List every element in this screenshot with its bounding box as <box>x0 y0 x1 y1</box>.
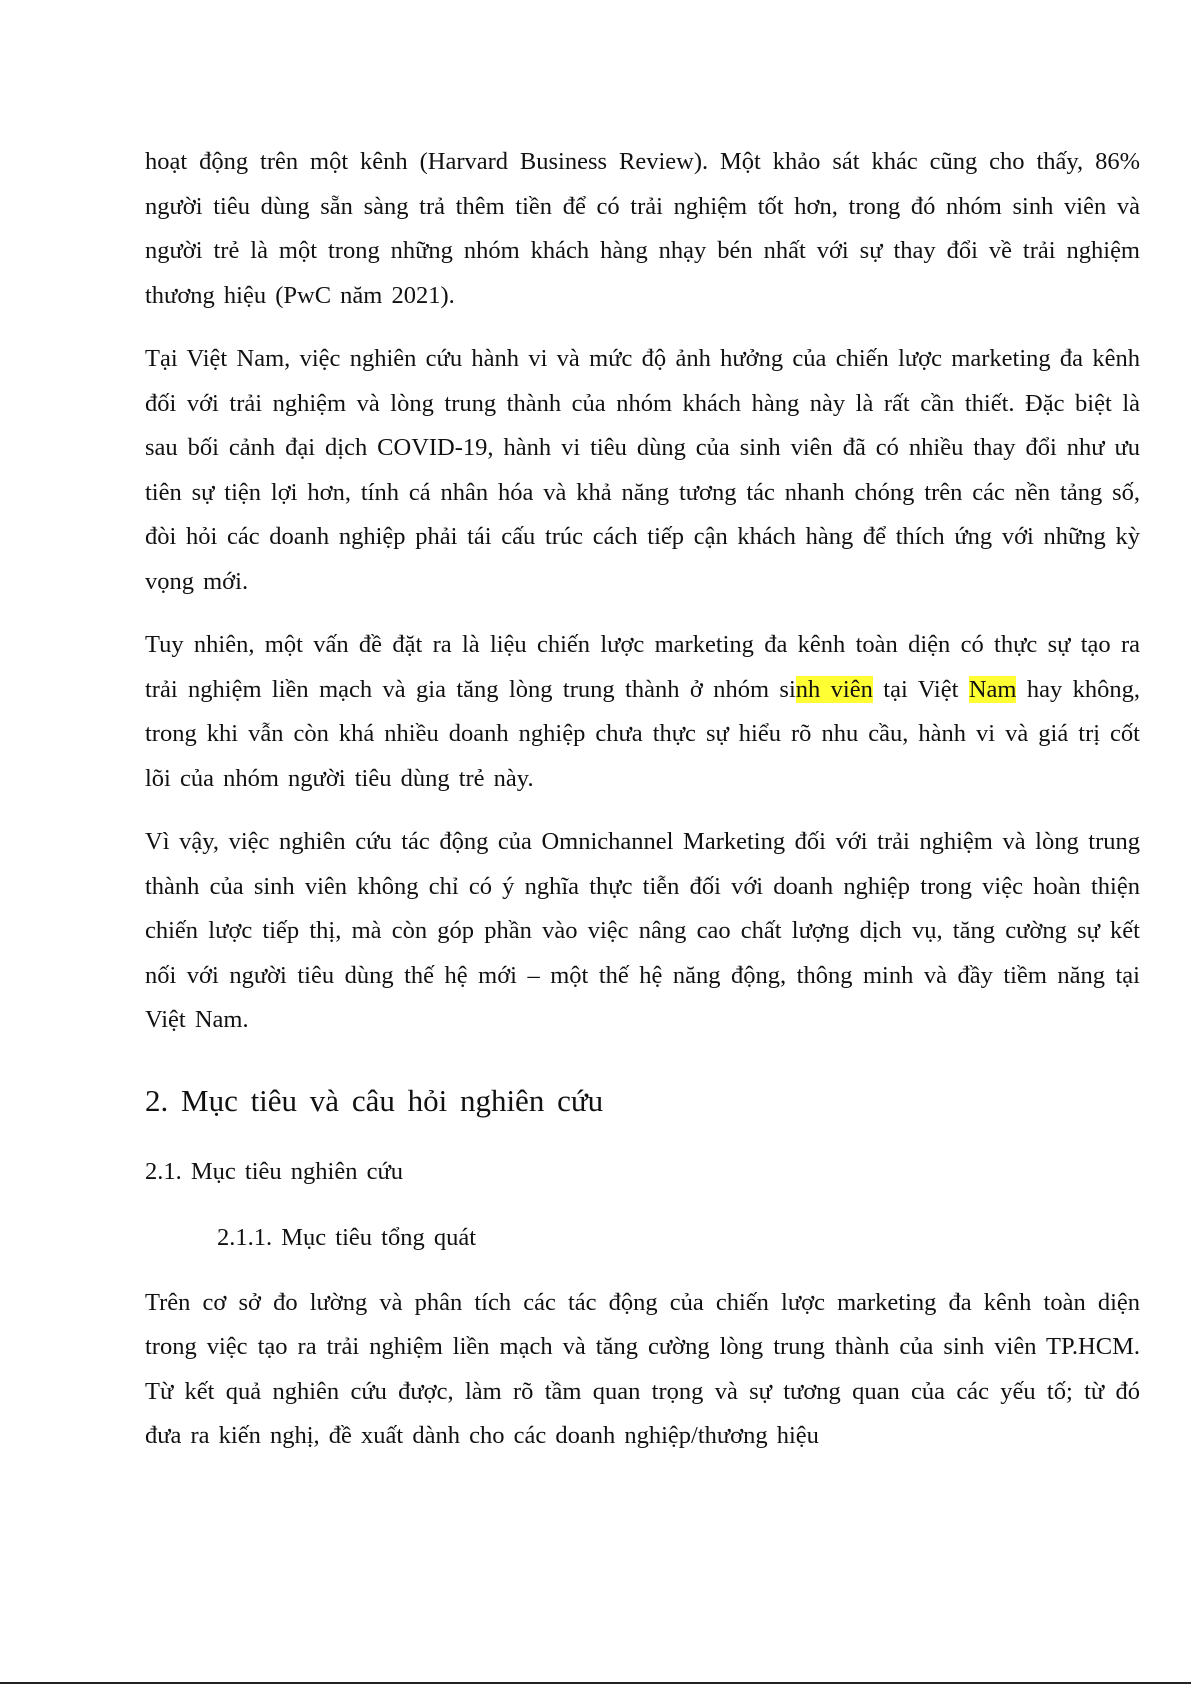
paragraph-2: Tại Việt Nam, việc nghiên cứu hành vi và mức độ ảnh hưởng của chiến lược marketing đa kênh đối với trải nghiệm và lòng trung thành của nhóm khách hàng này là rất cần thiết. Đặc biệt là sau bối cảnh đại dịch COVID-19, hành vi tiêu dùng của sinh viên đã có nhiều thay đổi như ưu tiên sự tiện lợi hơn, tính cá nhân hóa và khả năng tương tác nhanh chóng trên các nền tảng số, đòi hỏi các doanh nghiệp phải tái cấu trúc cách tiếp cận khách hàng để thích ứng với những kỳ vọng mới. <box>145 345 1140 595</box>
paragraph-3-text-start: Tuy nhiên, một vấn đề đặt ra là liệu chiến lược marketing đa kênh toàn diện có thực sự tạo ra trải nghiệm liền mạch và gia tăng lòng trung thành ở nhóm si <box>145 631 1140 703</box>
paragraph-3-text-end: hay không, trong khi vẫn còn khá nhiều doanh nghiệp chưa thực sự hiểu rõ nhu cầu, hành vi và giá trị cốt lõi của nhóm người tiêu dùng trẻ này. <box>145 675 1140 792</box>
paragraph-4: Vì vậy, việc nghiên cứu tác động của Omnichannel Marketing đối với trải nghiệm và lòng trung thành của sinh viên không chỉ có ý nghĩa thực tiễn đối với doanh nghiệp trong việc hoàn thiện chiến lược tiếp thị, mà còn góp phần vào việc nâng cao chất lượng dịch vụ, tăng cường sự kết nối với người tiêu dùng thế hệ mới – một thế hệ năng động, thông minh và đầy tiềm năng tại Việt Nam. <box>145 828 1140 1033</box>
highlighted-text-2: Nam <box>968 675 1017 703</box>
paragraph-1: hoạt động trên một kênh (Harvard Business Review). Một khảo sát khác cũng cho thấy, 86% người tiêu dùng sẵn sàng trả thêm tiền để có trải nghiệm tốt hơn, trong đó nhóm sinh viên và người trẻ là một trong những nhóm khách hàng nhạy bén nhất với sự thay đổi về trải nghiệm thương hiệu (PwC năm 2021). <box>145 148 1140 309</box>
page-bottom-rule <box>0 1682 1191 1684</box>
subsubsection-heading: 2.1.1. Mục tiêu tổng quát <box>217 1223 477 1251</box>
paragraph-3 <box>145 623 1140 801</box>
highlighted-text: nh viên <box>795 675 873 703</box>
subsection-heading: 2.1. Mục tiêu nghiên cứu <box>145 1157 403 1185</box>
document-body <box>145 140 1140 1478</box>
section-heading: 2. Mục tiêu và câu hỏi nghiên cứu <box>145 1082 604 1118</box>
paragraph-3-text-middle: tại Việt <box>872 675 969 703</box>
paragraph-5: Trên cơ sở đo lường và phân tích các tác động của chiến lược marketing đa kênh toàn diện trong việc tạo ra trải nghiệm liền mạch và tăng cường lòng trung thành của sinh viên TP.HCM. Từ kết quả nghiên cứu được, làm rõ tầm quan trọng và sự tương quan của các yếu tố; từ đó đưa ra kiến nghị, đề xuất dành cho các doanh nghiệp/thương hiệu <box>145 1288 1140 1449</box>
